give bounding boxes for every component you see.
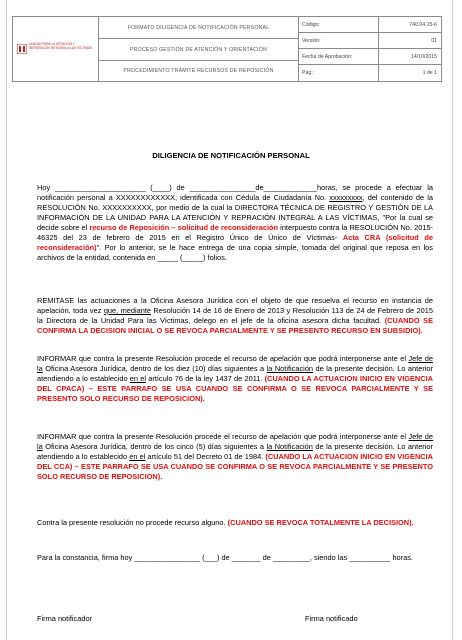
format-title: FORMATO DILIGENCIA DE NOTIFICACIÓN PERSONAL xyxy=(99,17,299,39)
informar-cca-paragraph xyxy=(37,432,433,482)
page-edge-right xyxy=(452,0,453,640)
process-title: PROCESO GESTIÓN DE ATENCIÓN Y ORIENTACIÓN xyxy=(99,39,299,61)
page-edge-left xyxy=(6,0,7,640)
p4-c: Oficina Asesora Jurídica, dentro de los cinco (5) días siguientes a xyxy=(42,442,267,451)
document-header-table xyxy=(12,16,442,82)
p3-e: de la presente decisión. Lo anterior atendiendo a lo establecido xyxy=(37,364,433,383)
p3-a: INFORMAR que contra la presente Resolución procede el recurso de apelación que podrá interponerse ante el xyxy=(37,354,409,363)
p1-b: xxxxxxxxx xyxy=(329,193,363,202)
p4-e: de la presente decisión. Lo anterior atendiendo a lo establecido xyxy=(37,442,433,461)
approval-date-value: 14/10/2015 xyxy=(379,49,441,65)
p1-f: Acta CRA (solicitud de reconsideración) xyxy=(37,233,434,252)
no-recurso-paragraph xyxy=(37,518,433,528)
logo-text: UNIDAD PARA LA ATENCIÓN Y REPARACIÓN INTEGRAL A LAS VÍCTIMAS xyxy=(29,42,93,50)
page-value: 1 de 1 xyxy=(422,70,437,76)
code-value: 740.04.15-6 xyxy=(379,17,441,33)
p5-b: (CUANDO SE REVOCA TOTALMENTE LA DECISION). xyxy=(227,518,414,527)
p4-d: la Notificación xyxy=(266,442,313,451)
p3-d: la Notificación xyxy=(266,364,314,373)
constancia-paragraph: Para la constancia, firma hoy ________________ (___) de _______ de _________, siendo las __________ horas. xyxy=(37,553,413,562)
p2-a: REMITASE las actuaciones a la Oficina Asesora Jurídica con el objeto de que resuelva el recurso en instancia de apelación, toda vez xyxy=(37,296,433,315)
p3-g: artículo 76 de la ley 1437 de 2011. xyxy=(146,374,265,383)
procedure-title: PROCEDIMIENTO TRÁMITE RECURSOS DE REPOSICIÓN xyxy=(99,61,299,81)
p5-a: Contra la presente resolución no procede recurso alguno. xyxy=(37,518,228,527)
p3-c: Oficina Asesora Jurídica, dentro de los diez (10) días siguientes a xyxy=(42,364,267,373)
signature-notified: Firma notificado xyxy=(305,614,358,623)
p1-a: Hoy ______________________ (____) de ________________de_____________horas, se procede a efectuar la notificación personal a XXXXXXXXXXXX, identificada con Cédula de Ciudadanía No. xyxy=(37,183,433,202)
p2-c: Resolución 14 de 16 de Enero de 2013 y Resolución 113 de 24 de Febrero de 2015 la Directora de la Unidad Para las Víctimas, delego en el jefe de la oficina asesora dicha facultad. xyxy=(37,306,434,325)
p4-b: Jefe de la xyxy=(37,432,433,451)
p1-g: ". Por lo anterior, se le hace entrega de una copia simple, tomada del original que reposa en los archivos de la entidad, contenida en _____ (_____) folios. xyxy=(37,243,433,262)
p4-a: INFORMAR que contra la presente Resolución procede el recurso de apelación que podrá interponerse ante el xyxy=(37,432,409,441)
p1-c: , del contenido de la RESOLUCIÓN No. XXXXXXXXXX, por medio de la cual la DIRECTORA TÉCNICA DE REGISTRO Y GESTIÓN DE LA INFORMACIÓN DE LA UNIDAD PARA LA ATENCIÓN Y REPRACIÓN INTEGRAL A LAS VÍCTIMAS, "Por la cual se decide sobre el xyxy=(37,193,433,232)
p3-f: en el xyxy=(129,374,147,383)
signature-notifier: Firma notificador xyxy=(37,614,93,623)
p2-d: (CUANDO SE CONFIRMA LA DECISION INICIAL O SE REVOCA PARCIALMENTE Y SE PRESENTO RECURSO EN SUBSIDIO). xyxy=(37,316,434,335)
version-value: 01 xyxy=(379,33,441,49)
p4-h: (CUANDO LA ACTUACION INICIO EN VIGENCIA DEL CCA) – ESTE PARRAFO SE USA CUANDO SE CONFIRMA O SE REVOCA PARCIALMENTE Y SE PRESENTO SOLO RECURSO DE REPOSICION). xyxy=(37,452,434,481)
p4-g: artículo 51 del Decreto 01 de 1984. xyxy=(145,452,266,461)
informar-cpaca-paragraph xyxy=(37,354,433,404)
p1-e: interpuesto contra la RESOLUCIÓN No. 2015-46325 del 23 de febrero de 2015 en el Registro Único de Único de Víctimas- xyxy=(37,223,433,242)
code-label: Código: xyxy=(299,17,379,33)
document-title: DILIGENCIA DE NOTIFICACIÓN PERSONAL xyxy=(152,151,310,160)
page-label: Pág.: xyxy=(299,65,379,81)
p4-f: en el xyxy=(129,452,146,461)
p3-b: Jefe de la xyxy=(37,354,433,373)
p3-h: (CUANDO LA ACTUACION INICIO EN VIGENCIA DEL CPACA) – ESTE PARRAFO SE USA CUANDO SE CONFIRMA O SE REVOCA PARCIALMENTE Y SE PRESENTO SOLO RECURSO DE REPOSICION). xyxy=(37,374,433,403)
notification-paragraph xyxy=(37,183,433,263)
p1-d: recurso de Reposición – solicitud de reconsideración xyxy=(89,223,279,232)
version-label: Versión: xyxy=(299,33,379,49)
remitase-paragraph xyxy=(37,296,433,336)
p2-b: que, mediante xyxy=(103,306,152,315)
approval-date-label: Fecha de Aprobación: xyxy=(299,49,379,65)
logo-icon xyxy=(17,44,27,54)
logo-cell xyxy=(13,17,99,81)
